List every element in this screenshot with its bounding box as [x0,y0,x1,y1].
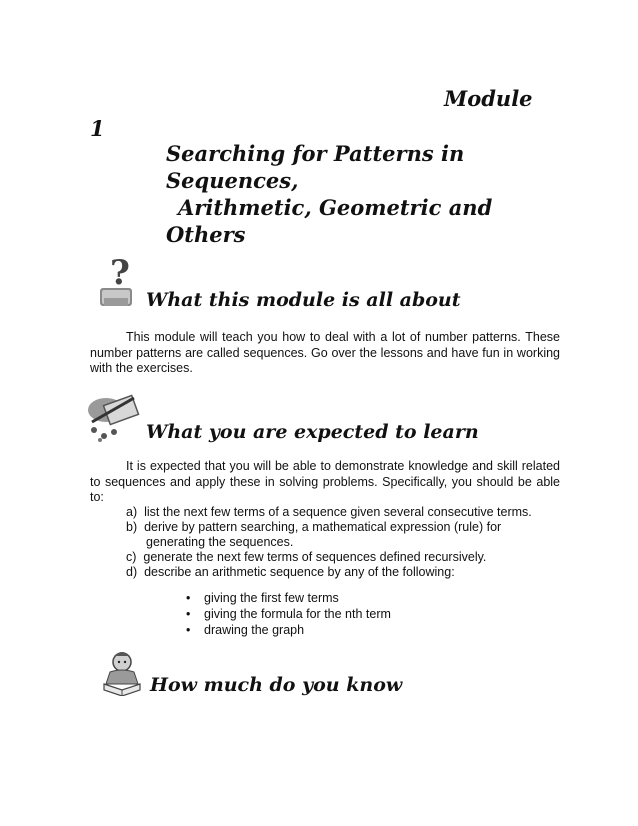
list-item-text: describe an arithmetic sequence by any of the following: [144,565,455,579]
bullet-text: giving the first few terms [204,591,339,605]
bullet-icon: • [186,607,191,621]
title-line: Sequences, [166,168,299,193]
svg-text:?: ? [110,254,130,293]
list-item-text: list the next few terms of a sequence given several consecutive terms. [144,505,532,519]
list-marker: d) [126,565,138,579]
title-line: Arithmetic, Geometric and [178,195,493,220]
module-label: Module [444,86,533,111]
question-mark-icon [98,254,142,310]
bullet-text: giving the formula for the nth term [204,607,391,621]
list-marker: a) [126,505,138,519]
list-item [126,520,566,535]
list-item [126,565,566,580]
list-item-continuation: generating the sequences. [146,535,294,549]
section-heading-about: What this module is all about [146,289,461,311]
objectives-list [126,505,566,580]
list-item-text: derive by pattern searching, a mathematical expression (rule) for [144,520,502,534]
list-item-text: generate the next few terms of sequences defined recursively. [143,550,487,564]
about-paragraph: This module will teach you how to deal with a lot of number patterns. These number patterns are called sequences. Go over the lessons and have fun in working with the exercises. [90,330,560,375]
bullet-text: drawing the graph [204,623,305,637]
module-title [166,140,492,248]
list-item [126,505,566,520]
bullet-list [186,590,566,638]
module-number: 1 [90,116,105,141]
list-item [126,550,566,565]
bullet-icon: • [186,591,191,605]
list-marker: b) [126,520,138,534]
reading-child-icon [98,650,146,696]
writing-tools-icon [84,392,146,444]
bullet-item [186,590,566,606]
section-heading-expected: What you are expected to learn [146,421,479,443]
section-heading-know: How much do you know [150,674,403,696]
bullet-item [186,622,566,638]
title-line: Others [166,222,246,247]
bullet-item [186,606,566,622]
bullet-icon: • [186,623,191,637]
list-marker: c) [126,550,137,564]
title-line: Searching for Patterns in [166,141,465,166]
expected-paragraph: It is expected that you will be able to demonstrate knowledge and skill related to sequences and apply these in solving problems. Specifically, you should be able to: [90,459,560,504]
